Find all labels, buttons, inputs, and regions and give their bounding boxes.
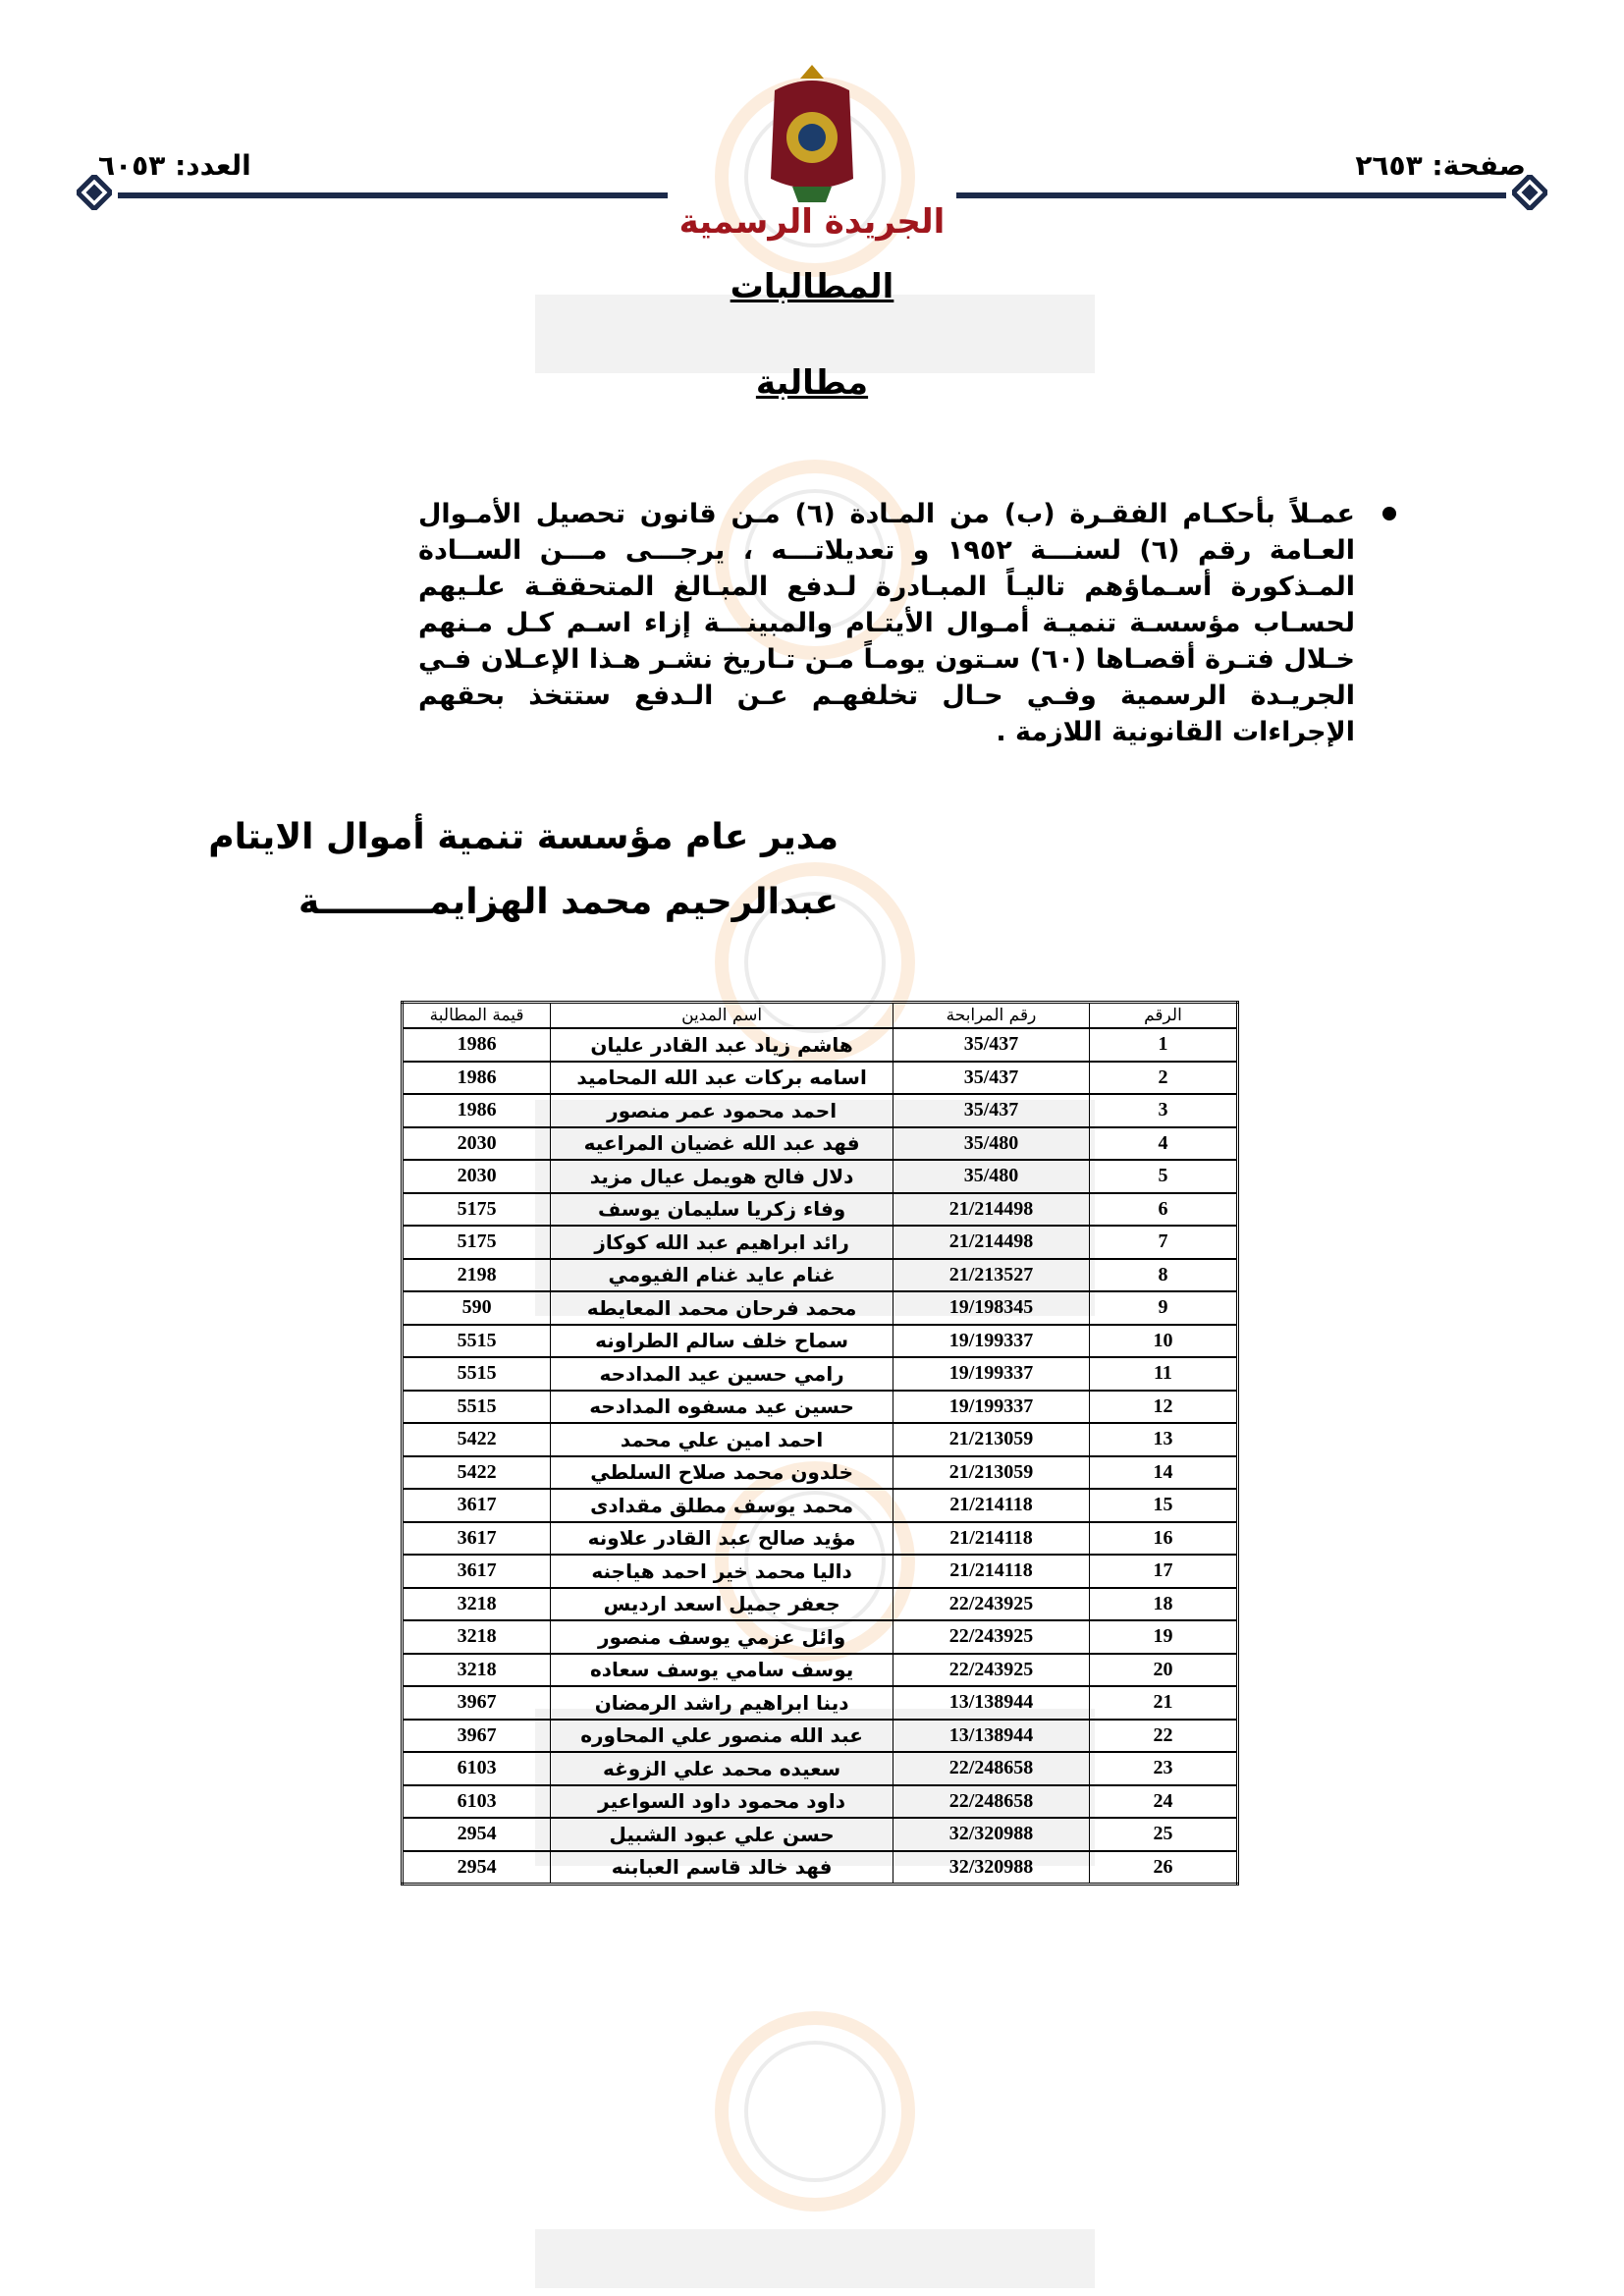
row-claim-amount: 3218 [403, 1620, 551, 1654]
row-claim-amount: 590 [403, 1291, 551, 1325]
page-label: صفحة: [1432, 149, 1526, 182]
gazette-title: الجريدة الرسمية [678, 202, 946, 242]
body-paragraph [418, 496, 1400, 750]
row-debtor-name: مؤيد صالح عبد القادر علاونه [551, 1522, 893, 1556]
row-file-number: 21/213527 [893, 1259, 1089, 1292]
row-number: 12 [1089, 1391, 1237, 1424]
row-debtor-name: داود محمود داود السواعير [551, 1785, 893, 1819]
row-debtor-name: سعيده محمد علي الزوغه [551, 1752, 893, 1785]
table-row [403, 1127, 1238, 1161]
row-file-number: 35/480 [893, 1160, 1089, 1193]
row-file-number: 13/138944 [893, 1720, 1089, 1753]
table-row [403, 1851, 1238, 1885]
row-number: 5 [1089, 1160, 1237, 1193]
row-file-number: 19/198345 [893, 1291, 1089, 1325]
row-number: 11 [1089, 1357, 1237, 1391]
row-number: 4 [1089, 1127, 1237, 1161]
row-file-number: 19/199337 [893, 1325, 1089, 1358]
row-number: 23 [1089, 1752, 1237, 1785]
row-claim-amount: 1986 [403, 1094, 551, 1127]
row-debtor-name: خلدون محمد صلاح السلطي [551, 1456, 893, 1490]
row-number: 26 [1089, 1851, 1237, 1885]
table-row [403, 1654, 1238, 1687]
table-row [403, 1325, 1238, 1358]
body-paragraph-text: عمـلاً بأحكـام الفقـرة (ب) من المـادة (٦) مـن قانون تحصيل الأمـوال العـامة رقم (٦) لسنـــة ١٩٥٢ و تعديلاتـــه ، يرجـــى مـــن الســادة المـذكورة أسـماؤهم تاليـاً المبـادرة لـدفع المبـالغ المتحققـة علـيهم لحسـاب مؤسسـة تنميـة أمـوال الأيتـام والمبينـــة إزاء اسـم كـل مـنهم خـلال فتـرة أقصـاها (٦٠) سـتون يومـاً مـن تـاريخ نشـر هـذا الإعـلان فـي الجريـدة الرسمية وفـي حـال تخلفهـم عـن الـدفع ستتخذ بحقهم الإجراءات القانونية اللازمة . [418, 499, 1355, 747]
header-debtor-name: اسم المدين [551, 1003, 893, 1029]
row-file-number: 19/199337 [893, 1391, 1089, 1424]
row-file-number: 35/480 [893, 1127, 1089, 1161]
row-claim-amount: 1986 [403, 1028, 551, 1062]
row-debtor-name: اسامه بركات عبد الله المحاميد [551, 1062, 893, 1095]
row-number: 24 [1089, 1785, 1237, 1819]
row-file-number: 21/213059 [893, 1423, 1089, 1456]
row-file-number: 21/213059 [893, 1456, 1089, 1490]
table-row [403, 1588, 1238, 1621]
row-claim-amount: 5422 [403, 1456, 551, 1490]
table-header-row [403, 1003, 1238, 1029]
row-file-number: 22/248658 [893, 1752, 1089, 1785]
row-debtor-name: رائد ابراهيم عبد الله كوكاز [551, 1226, 893, 1259]
row-file-number: 22/243925 [893, 1654, 1089, 1687]
table-row [403, 1785, 1238, 1819]
row-debtor-name: رامي حسين عيد المدادحه [551, 1357, 893, 1391]
table-row [403, 1423, 1238, 1456]
row-debtor-name: محمد فرحان محمد المعايطه [551, 1291, 893, 1325]
table-row [403, 1456, 1238, 1490]
row-number: 22 [1089, 1720, 1237, 1753]
signature-name: عبدالرحيم محمد الهزايمـــــــــة [298, 882, 839, 922]
row-file-number: 21/214498 [893, 1193, 1089, 1227]
table-row [403, 1522, 1238, 1556]
header-number: الرقم [1089, 1003, 1237, 1029]
row-claim-amount: 2030 [403, 1160, 551, 1193]
row-claim-amount: 3218 [403, 1654, 551, 1687]
table-row [403, 1259, 1238, 1292]
table-row [403, 1062, 1238, 1095]
row-claim-amount: 2954 [403, 1818, 551, 1851]
row-debtor-name: احمد امين علي محمد [551, 1423, 893, 1456]
row-claim-amount: 3967 [403, 1686, 551, 1720]
row-number: 7 [1089, 1226, 1237, 1259]
table-row [403, 1391, 1238, 1424]
row-file-number: 13/138944 [893, 1686, 1089, 1720]
row-file-number: 22/248658 [893, 1785, 1089, 1819]
row-number: 16 [1089, 1522, 1237, 1556]
row-number: 8 [1089, 1259, 1237, 1292]
page-number-value: ٢٦٥٣ [1355, 149, 1423, 182]
row-file-number: 32/320988 [893, 1818, 1089, 1851]
row-claim-amount: 6103 [403, 1785, 551, 1819]
row-debtor-name: وفاء زكريا سليمان يوسف [551, 1193, 893, 1227]
table-row [403, 1686, 1238, 1720]
row-file-number: 35/437 [893, 1028, 1089, 1062]
row-number: 10 [1089, 1325, 1237, 1358]
row-number: 19 [1089, 1620, 1237, 1654]
table-row [403, 1028, 1238, 1062]
row-number: 25 [1089, 1818, 1237, 1851]
table-row [403, 1818, 1238, 1851]
subsection-title: مطالبة [755, 363, 869, 403]
row-claim-amount: 2198 [403, 1259, 551, 1292]
row-claim-amount: 2030 [403, 1127, 551, 1161]
row-claim-amount: 5515 [403, 1357, 551, 1391]
table-row [403, 1555, 1238, 1588]
row-claim-amount: 3617 [403, 1522, 551, 1556]
row-claim-amount: 5422 [403, 1423, 551, 1456]
row-debtor-name: فهد عبد الله غضيان المراعيه [551, 1127, 893, 1161]
row-number: 1 [1089, 1028, 1237, 1062]
table-row [403, 1094, 1238, 1127]
page-number [1355, 149, 1526, 182]
row-number: 21 [1089, 1686, 1237, 1720]
row-debtor-name: حسين عيد مسفوه المدادحه [551, 1391, 893, 1424]
row-debtor-name: محمد يوسف مطلق مقدادى [551, 1489, 893, 1522]
coat-of-arms-icon [763, 61, 861, 208]
issue-number [98, 149, 251, 182]
section-title: المطالبات [730, 267, 894, 306]
row-claim-amount: 2954 [403, 1851, 551, 1885]
row-debtor-name: غنام عايد غنام الفيومي [551, 1259, 893, 1292]
header-rule-right [956, 192, 1506, 198]
row-claim-amount: 5175 [403, 1193, 551, 1227]
row-debtor-name: هاشم زياد عبد القادر عليان [551, 1028, 893, 1062]
table-row [403, 1720, 1238, 1753]
header-rule-left [118, 192, 668, 198]
header-claim-amount: قيمة المطالبة [403, 1003, 551, 1029]
row-number: 6 [1089, 1193, 1237, 1227]
row-number: 2 [1089, 1062, 1237, 1095]
row-debtor-name: دلال فالح هويمل عيال مزيد [551, 1160, 893, 1193]
row-debtor-name: سماح خلف سالم الطراونه [551, 1325, 893, 1358]
row-number: 17 [1089, 1555, 1237, 1588]
row-file-number: 21/214118 [893, 1555, 1089, 1588]
row-number: 3 [1089, 1094, 1237, 1127]
table-row [403, 1291, 1238, 1325]
watermark-logo [515, 2003, 1114, 2288]
row-claim-amount: 3617 [403, 1489, 551, 1522]
header-file-number: رقم المرابحة [893, 1003, 1089, 1029]
row-claim-amount: 3218 [403, 1588, 551, 1621]
table-row [403, 1160, 1238, 1193]
signature-title: مدير عام مؤسسة تنمية أموال الايتام [208, 817, 839, 857]
row-debtor-name: جعفر جميل اسعد ارديس [551, 1588, 893, 1621]
row-number: 15 [1089, 1489, 1237, 1522]
row-file-number: 35/437 [893, 1094, 1089, 1127]
row-claim-amount: 5175 [403, 1226, 551, 1259]
table-row [403, 1620, 1238, 1654]
row-file-number: 21/214118 [893, 1489, 1089, 1522]
row-file-number: 21/214498 [893, 1226, 1089, 1259]
row-file-number: 22/243925 [893, 1588, 1089, 1621]
table-row [403, 1752, 1238, 1785]
row-debtor-name: عبد الله منصور علي المحاوره [551, 1720, 893, 1753]
row-claim-amount: 3617 [403, 1555, 551, 1588]
row-debtor-name: فهد خالد قاسم العبابنه [551, 1851, 893, 1885]
issue-label: العدد: [175, 149, 251, 182]
row-debtor-name: يوسف سامي يوسف سعاده [551, 1654, 893, 1687]
row-debtor-name: دينا ابراهيم راشد الرمضان [551, 1686, 893, 1720]
issue-number-value: ٦٠٥٣ [98, 149, 166, 182]
row-file-number: 19/199337 [893, 1357, 1089, 1391]
table-row [403, 1357, 1238, 1391]
row-number: 14 [1089, 1456, 1237, 1490]
row-file-number: 21/214118 [893, 1522, 1089, 1556]
row-number: 13 [1089, 1423, 1237, 1456]
row-file-number: 35/437 [893, 1062, 1089, 1095]
table-row [403, 1489, 1238, 1522]
row-claim-amount: 5515 [403, 1325, 551, 1358]
row-debtor-name: وائل عزمي يوسف منصور [551, 1620, 893, 1654]
row-claim-amount: 6103 [403, 1752, 551, 1785]
row-debtor-name: داليا محمد خير احمد هياجنه [551, 1555, 893, 1588]
row-debtor-name: حسن علي عبود الشبيل [551, 1818, 893, 1851]
row-claim-amount: 1986 [403, 1062, 551, 1095]
row-number: 9 [1089, 1291, 1237, 1325]
row-claim-amount: 3967 [403, 1720, 551, 1753]
row-claim-amount: 5515 [403, 1391, 551, 1424]
claims-table [401, 1001, 1239, 1886]
row-file-number: 22/243925 [893, 1620, 1089, 1654]
row-number: 18 [1089, 1588, 1237, 1621]
claims-table-body [403, 1028, 1238, 1885]
table-row [403, 1193, 1238, 1227]
row-file-number: 32/320988 [893, 1851, 1089, 1885]
table-row [403, 1226, 1238, 1259]
row-debtor-name: احمد محمود عمر منصور [551, 1094, 893, 1127]
row-number: 20 [1089, 1654, 1237, 1687]
